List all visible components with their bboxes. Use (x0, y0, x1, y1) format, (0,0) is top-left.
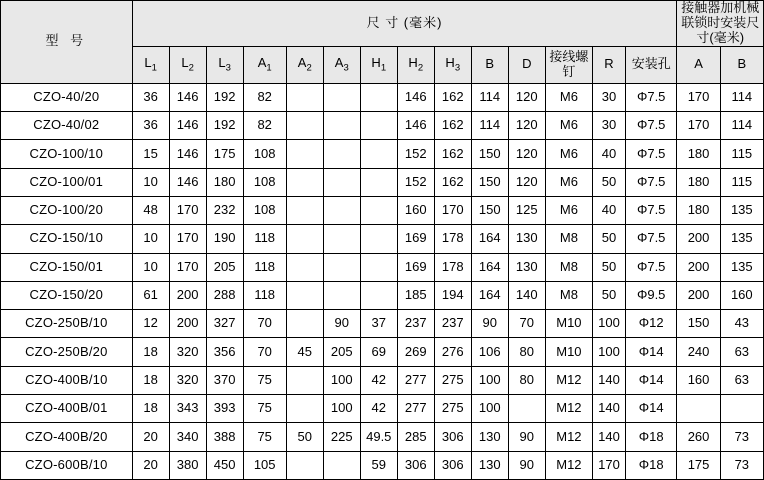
cell-screw: M10 (545, 338, 592, 366)
cell-model: CZO-250B/20 (1, 338, 133, 366)
cell-interlock-a: 200 (677, 225, 720, 253)
cell-model: CZO-250B/10 (1, 310, 133, 338)
cell-interlock-b: 63 (720, 338, 763, 366)
cell-screw: M6 (545, 140, 592, 168)
cell-L1: 18 (132, 395, 169, 423)
cell-H2: 277 (397, 395, 434, 423)
cell-H1 (360, 253, 397, 281)
cell-A2: 50 (286, 423, 323, 451)
cell-L1: 12 (132, 310, 169, 338)
cell-A3 (323, 140, 360, 168)
cell-L2: 146 (169, 140, 206, 168)
cell-A1: 108 (243, 197, 286, 225)
header-col-A1-sub: 1 (266, 62, 272, 74)
cell-interlock-b: 73 (720, 423, 763, 451)
cell-L3: 175 (206, 140, 243, 168)
cell-D: 120 (508, 140, 545, 168)
cell-screw: M12 (545, 423, 592, 451)
header-row-group (1, 1, 764, 47)
cell-H1: 37 (360, 310, 397, 338)
cell-model: CZO-100/20 (1, 197, 133, 225)
cell-interlock-b: 160 (720, 281, 763, 309)
cell-interlock-b: 43 (720, 310, 763, 338)
cell-R: 140 (593, 395, 626, 423)
cell-H3: 306 (434, 451, 471, 479)
table-row (1, 140, 764, 168)
cell-L3: 388 (206, 423, 243, 451)
cell-screw: M6 (545, 197, 592, 225)
cell-hole: Φ7.5 (625, 197, 677, 225)
cell-A3 (323, 253, 360, 281)
cell-L2: 340 (169, 423, 206, 451)
cell-L2: 170 (169, 253, 206, 281)
cell-A3: 100 (323, 395, 360, 423)
header-col-A2-sub: 2 (306, 62, 312, 74)
cell-H2: 237 (397, 310, 434, 338)
cell-interlock-b: 135 (720, 253, 763, 281)
cell-L1: 18 (132, 366, 169, 394)
cell-interlock-a: 260 (677, 423, 720, 451)
table-row (1, 395, 764, 423)
header-col-H3-base: H (445, 54, 455, 70)
header-col-L3 (206, 46, 243, 83)
cell-H1: 42 (360, 395, 397, 423)
cell-interlock-b: 135 (720, 197, 763, 225)
cell-model: CZO-400B/01 (1, 395, 133, 423)
cell-H2: 152 (397, 140, 434, 168)
header-dimensions: 尺 寸 (毫米) (132, 1, 677, 47)
header-col-screw: 接线螺钉 (545, 46, 592, 83)
header-col-A1-base: A (257, 54, 267, 70)
cell-R: 140 (593, 366, 626, 394)
cell-screw: M6 (545, 83, 592, 111)
cell-B: 100 (471, 366, 508, 394)
cell-D: 90 (508, 451, 545, 479)
table-row (1, 451, 764, 479)
cell-A2 (286, 310, 323, 338)
cell-B: 130 (471, 423, 508, 451)
cell-A1: 105 (243, 451, 286, 479)
cell-B: 130 (471, 451, 508, 479)
cell-hole: Φ7.5 (625, 112, 677, 140)
cell-R: 40 (593, 197, 626, 225)
cell-L1: 48 (132, 197, 169, 225)
cell-A1: 118 (243, 225, 286, 253)
cell-A3: 100 (323, 366, 360, 394)
header-col-L2 (169, 46, 206, 83)
cell-A3 (323, 168, 360, 196)
cell-H3: 306 (434, 423, 471, 451)
cell-A3 (323, 451, 360, 479)
cell-L1: 61 (132, 281, 169, 309)
table-row (1, 168, 764, 196)
cell-interlock-b: 114 (720, 83, 763, 111)
cell-H3: 275 (434, 395, 471, 423)
cell-L3: 370 (206, 366, 243, 394)
cell-model: CZO-150/01 (1, 253, 133, 281)
cell-interlock-a: 180 (677, 197, 720, 225)
cell-D: 90 (508, 423, 545, 451)
cell-B: 150 (471, 168, 508, 196)
cell-H2: 306 (397, 451, 434, 479)
cell-A3 (323, 83, 360, 111)
cell-A1: 82 (243, 112, 286, 140)
cell-A1: 75 (243, 395, 286, 423)
cell-H2: 169 (397, 225, 434, 253)
cell-L1: 10 (132, 225, 169, 253)
cell-H1 (360, 140, 397, 168)
cell-A1: 70 (243, 338, 286, 366)
cell-L2: 320 (169, 366, 206, 394)
cell-H2: 146 (397, 83, 434, 111)
cell-screw: M8 (545, 281, 592, 309)
cell-A2 (286, 168, 323, 196)
cell-H2: 285 (397, 423, 434, 451)
cell-H1: 42 (360, 366, 397, 394)
cell-A3: 205 (323, 338, 360, 366)
cell-B: 164 (471, 281, 508, 309)
cell-interlock-b: 115 (720, 140, 763, 168)
header-col-L3-base: L (218, 54, 226, 70)
cell-interlock-a: 170 (677, 112, 720, 140)
table-row (1, 366, 764, 394)
cell-D: 80 (508, 338, 545, 366)
cell-B: 150 (471, 140, 508, 168)
cell-interlock-b: 114 (720, 112, 763, 140)
cell-screw: M6 (545, 168, 592, 196)
header-col-interlock-a: A (677, 46, 720, 83)
cell-A1: 118 (243, 281, 286, 309)
cell-interlock-a: 180 (677, 168, 720, 196)
header-col-H1 (360, 46, 397, 83)
cell-model: CZO-40/20 (1, 83, 133, 111)
table-row (1, 253, 764, 281)
cell-L1: 15 (132, 140, 169, 168)
cell-D (508, 395, 545, 423)
cell-model: CZO-100/01 (1, 168, 133, 196)
cell-R: 50 (593, 225, 626, 253)
cell-H3: 194 (434, 281, 471, 309)
cell-screw: M10 (545, 310, 592, 338)
cell-R: 50 (593, 253, 626, 281)
cell-A2 (286, 451, 323, 479)
cell-D: 140 (508, 281, 545, 309)
cell-interlock-a: 200 (677, 281, 720, 309)
cell-A1: 82 (243, 83, 286, 111)
cell-R: 100 (593, 338, 626, 366)
cell-hole: Φ7.5 (625, 253, 677, 281)
cell-H3: 162 (434, 168, 471, 196)
cell-A3 (323, 112, 360, 140)
cell-H2: 152 (397, 168, 434, 196)
cell-H3: 170 (434, 197, 471, 225)
cell-L2: 343 (169, 395, 206, 423)
cell-H1 (360, 281, 397, 309)
cell-H1: 49.5 (360, 423, 397, 451)
header-col-H3 (434, 46, 471, 83)
cell-R: 30 (593, 112, 626, 140)
cell-D: 130 (508, 253, 545, 281)
cell-H3: 178 (434, 253, 471, 281)
cell-B: 114 (471, 112, 508, 140)
cell-A3 (323, 225, 360, 253)
cell-D: 120 (508, 168, 545, 196)
header-col-H1-base: H (371, 54, 381, 70)
cell-R: 140 (593, 423, 626, 451)
cell-interlock-b (720, 395, 763, 423)
header-col-L1 (132, 46, 169, 83)
cell-L2: 146 (169, 112, 206, 140)
header-col-interlock-b: B (720, 46, 763, 83)
header-col-A2-base: A (297, 54, 307, 70)
cell-H2: 185 (397, 281, 434, 309)
table-row (1, 310, 764, 338)
cell-B: 90 (471, 310, 508, 338)
header-col-A2 (286, 46, 323, 83)
cell-L3: 288 (206, 281, 243, 309)
cell-H2: 277 (397, 366, 434, 394)
cell-interlock-a (677, 395, 720, 423)
cell-L1: 36 (132, 112, 169, 140)
cell-H2: 160 (397, 197, 434, 225)
cell-A2 (286, 253, 323, 281)
cell-interlock-a: 175 (677, 451, 720, 479)
cell-interlock-b: 73 (720, 451, 763, 479)
cell-L2: 146 (169, 168, 206, 196)
cell-H2: 269 (397, 338, 434, 366)
cell-L2: 320 (169, 338, 206, 366)
cell-H3: 275 (434, 366, 471, 394)
cell-A1: 118 (243, 253, 286, 281)
cell-L3: 190 (206, 225, 243, 253)
cell-model: CZO-40/02 (1, 112, 133, 140)
cell-B: 164 (471, 253, 508, 281)
cell-D: 70 (508, 310, 545, 338)
cell-hole: Φ14 (625, 395, 677, 423)
cell-L3: 327 (206, 310, 243, 338)
cell-interlock-b: 135 (720, 225, 763, 253)
cell-hole: Φ18 (625, 451, 677, 479)
cell-interlock-a: 170 (677, 83, 720, 111)
cell-D: 125 (508, 197, 545, 225)
cell-A3 (323, 281, 360, 309)
cell-L1: 36 (132, 83, 169, 111)
cell-hole: Φ18 (625, 423, 677, 451)
cell-B: 106 (471, 338, 508, 366)
cell-L2: 170 (169, 197, 206, 225)
header-col-L1-base: L (144, 54, 152, 70)
header-col-hole: 安装孔 (625, 46, 677, 83)
cell-A1: 108 (243, 140, 286, 168)
cell-hole: Φ7.5 (625, 225, 677, 253)
cell-A3: 225 (323, 423, 360, 451)
cell-H1 (360, 197, 397, 225)
cell-screw: M8 (545, 253, 592, 281)
header-col-L2-base: L (181, 54, 189, 70)
cell-H1 (360, 83, 397, 111)
cell-A2 (286, 197, 323, 225)
cell-interlock-a: 240 (677, 338, 720, 366)
cell-R: 170 (593, 451, 626, 479)
table-row (1, 112, 764, 140)
cell-L3: 192 (206, 112, 243, 140)
cell-B: 164 (471, 225, 508, 253)
cell-model: CZO-150/20 (1, 281, 133, 309)
cell-H2: 146 (397, 112, 434, 140)
cell-interlock-a: 160 (677, 366, 720, 394)
cell-R: 100 (593, 310, 626, 338)
cell-L1: 20 (132, 423, 169, 451)
cell-R: 50 (593, 281, 626, 309)
cell-H1 (360, 225, 397, 253)
cell-H1: 59 (360, 451, 397, 479)
header-col-L1-sub: 1 (151, 62, 157, 74)
cell-hole: Φ7.5 (625, 140, 677, 168)
cell-A2 (286, 281, 323, 309)
header-col-A3-sub: 3 (343, 62, 349, 74)
cell-L3: 205 (206, 253, 243, 281)
cell-A1: 108 (243, 168, 286, 196)
cell-H3: 162 (434, 83, 471, 111)
header-col-R: R (593, 46, 626, 83)
cell-H3: 162 (434, 140, 471, 168)
cell-D: 80 (508, 366, 545, 394)
cell-A2 (286, 140, 323, 168)
table-row (1, 225, 764, 253)
cell-interlock-a: 180 (677, 140, 720, 168)
header-col-B: B (471, 46, 508, 83)
table-row (1, 281, 764, 309)
cell-L2: 200 (169, 281, 206, 309)
cell-B: 100 (471, 395, 508, 423)
cell-L3: 232 (206, 197, 243, 225)
cell-L2: 200 (169, 310, 206, 338)
cell-model: CZO-400B/10 (1, 366, 133, 394)
table-row (1, 83, 764, 111)
header-model: 型 号 (1, 1, 133, 84)
cell-interlock-a: 200 (677, 253, 720, 281)
cell-H1: 69 (360, 338, 397, 366)
cell-L3: 180 (206, 168, 243, 196)
cell-L2: 380 (169, 451, 206, 479)
cell-L1: 10 (132, 253, 169, 281)
table-row (1, 338, 764, 366)
cell-B: 114 (471, 83, 508, 111)
header-col-H1-sub: 1 (380, 62, 387, 74)
cell-H1 (360, 168, 397, 196)
header-col-H2-base: H (408, 54, 418, 70)
header-col-L3-sub: 3 (225, 62, 231, 74)
cell-D: 130 (508, 225, 545, 253)
cell-L2: 170 (169, 225, 206, 253)
cell-A2: 45 (286, 338, 323, 366)
cell-A1: 75 (243, 423, 286, 451)
header-col-H3-sub: 3 (454, 62, 461, 74)
cell-hole: Φ7.5 (625, 83, 677, 111)
cell-hole: Φ9.5 (625, 281, 677, 309)
cell-L2: 146 (169, 83, 206, 111)
cell-H3: 178 (434, 225, 471, 253)
cell-A1: 75 (243, 366, 286, 394)
cell-R: 30 (593, 83, 626, 111)
cell-D: 120 (508, 83, 545, 111)
cell-L1: 18 (132, 338, 169, 366)
cell-R: 50 (593, 168, 626, 196)
cell-screw: M6 (545, 112, 592, 140)
table-row (1, 197, 764, 225)
cell-A1: 70 (243, 310, 286, 338)
cell-interlock-a: 150 (677, 310, 720, 338)
cell-screw: M12 (545, 451, 592, 479)
header-col-H2-sub: 2 (417, 62, 424, 74)
cell-H3: 276 (434, 338, 471, 366)
cell-B: 150 (471, 197, 508, 225)
cell-A2 (286, 225, 323, 253)
cell-H2: 169 (397, 253, 434, 281)
cell-screw: M8 (545, 225, 592, 253)
cell-model: CZO-150/10 (1, 225, 133, 253)
header-col-H2 (397, 46, 434, 83)
header-col-A1 (243, 46, 286, 83)
cell-hole: Φ12 (625, 310, 677, 338)
cell-L3: 393 (206, 395, 243, 423)
cell-hole: Φ14 (625, 338, 677, 366)
cell-H1 (360, 112, 397, 140)
cell-A2 (286, 366, 323, 394)
header-interlock: 接触器加机械联锁时安装尺寸(毫米) (677, 1, 764, 47)
cell-L3: 356 (206, 338, 243, 366)
header-col-D: D (508, 46, 545, 83)
cell-interlock-b: 63 (720, 366, 763, 394)
header-col-A3-base: A (334, 54, 344, 70)
cell-screw: M12 (545, 366, 592, 394)
header-col-L2-sub: 2 (188, 62, 194, 74)
cell-H3: 237 (434, 310, 471, 338)
cell-L3: 192 (206, 83, 243, 111)
cell-A2 (286, 83, 323, 111)
cell-L3: 450 (206, 451, 243, 479)
cell-A3: 90 (323, 310, 360, 338)
table-body (1, 83, 764, 479)
header-col-A3 (323, 46, 360, 83)
table-header (1, 1, 764, 84)
cell-hole: Φ14 (625, 366, 677, 394)
cell-model: CZO-600B/10 (1, 451, 133, 479)
cell-A3 (323, 197, 360, 225)
cell-L1: 20 (132, 451, 169, 479)
cell-R: 40 (593, 140, 626, 168)
cell-A2 (286, 395, 323, 423)
cell-model: CZO-400B/20 (1, 423, 133, 451)
cell-model: CZO-100/10 (1, 140, 133, 168)
table-row (1, 423, 764, 451)
cell-H3: 162 (434, 112, 471, 140)
cell-A2 (286, 112, 323, 140)
cell-D: 120 (508, 112, 545, 140)
cell-screw: M12 (545, 395, 592, 423)
cell-L1: 10 (132, 168, 169, 196)
cell-interlock-b: 115 (720, 168, 763, 196)
cell-hole: Φ7.5 (625, 168, 677, 196)
